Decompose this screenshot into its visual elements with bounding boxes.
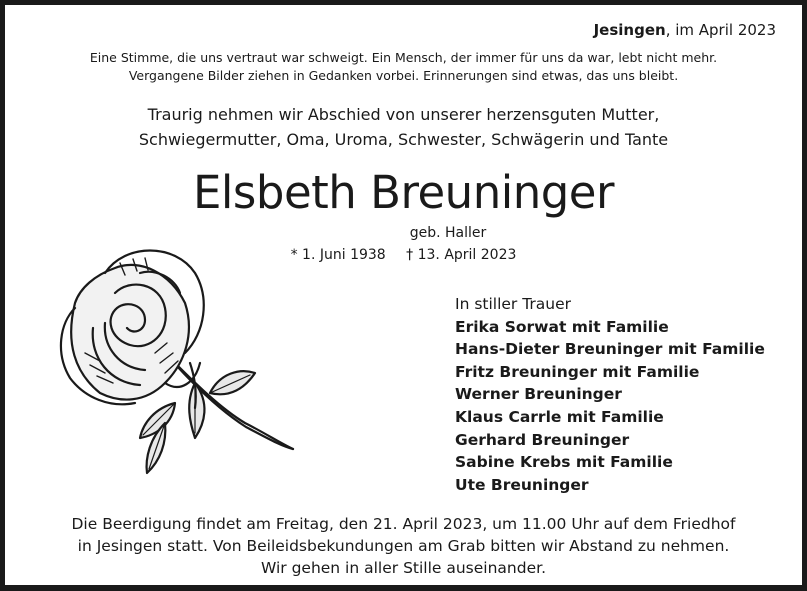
intro-line-1: Traurig nehmen wir Abschied von unserer herzensguten Mutter, (147, 105, 660, 124)
mourners-lead: In stiller Trauer (455, 295, 572, 313)
rose-illustration-icon (45, 233, 305, 493)
place-date (594, 21, 776, 39)
deceased-name: Elsbeth Breuninger (193, 166, 614, 219)
place: Jesingen (593, 21, 666, 39)
mourner-name: Gerhard Breuninger (455, 430, 630, 449)
birth-date: * 1. Juni 1938 (290, 247, 386, 263)
date: , im April 2023 (665, 21, 776, 39)
funeral-line-3: Wir gehen in aller Stille auseinander. (260, 559, 547, 577)
motto-line-2: Vergangene Bilder ziehen in Gedanken vorbei. Erinnerungen sind etwas, das uns bleibt. (128, 68, 679, 83)
mourner-name: Ute Breuninger (455, 475, 589, 494)
intro-line-2: Schwiegermutter, Oma, Uroma, Schwester, Schwägerin und Tante (138, 130, 669, 149)
mourner-name: Erika Sorwat mit Familie (455, 317, 669, 336)
funeral-line-2: in Jesingen statt. Von Beileidsbekundungen am Grab bitten wir Abstand zu nehmen. (77, 537, 730, 555)
mourner-name: Hans-Dieter Breuninger mit Familie (455, 340, 765, 359)
intro-text (5, 102, 802, 152)
mourner-name: Werner Breuninger (455, 385, 622, 404)
funeral-line-1: Die Beerdigung findet am Freitag, den 21. April 2023, um 11.00 Uhr auf dem Friedhof (71, 515, 736, 533)
mourner-name: Sabine Krebs mit Familie (455, 453, 673, 472)
motto-line-1: Eine Stimme, die uns vertraut war schweigt. Ein Mensch, der immer für uns da war, lebt nicht mehr. (89, 50, 718, 65)
birth-name: geb. Haller (409, 225, 487, 241)
mourner-name: Fritz Breuninger mit Familie (455, 362, 700, 381)
death-date: † 13. April 2023 (406, 247, 517, 263)
funeral-info (5, 513, 802, 579)
mourners-list (455, 293, 765, 496)
mourner-name: Klaus Carrle mit Familie (455, 407, 664, 426)
motto (5, 49, 802, 85)
